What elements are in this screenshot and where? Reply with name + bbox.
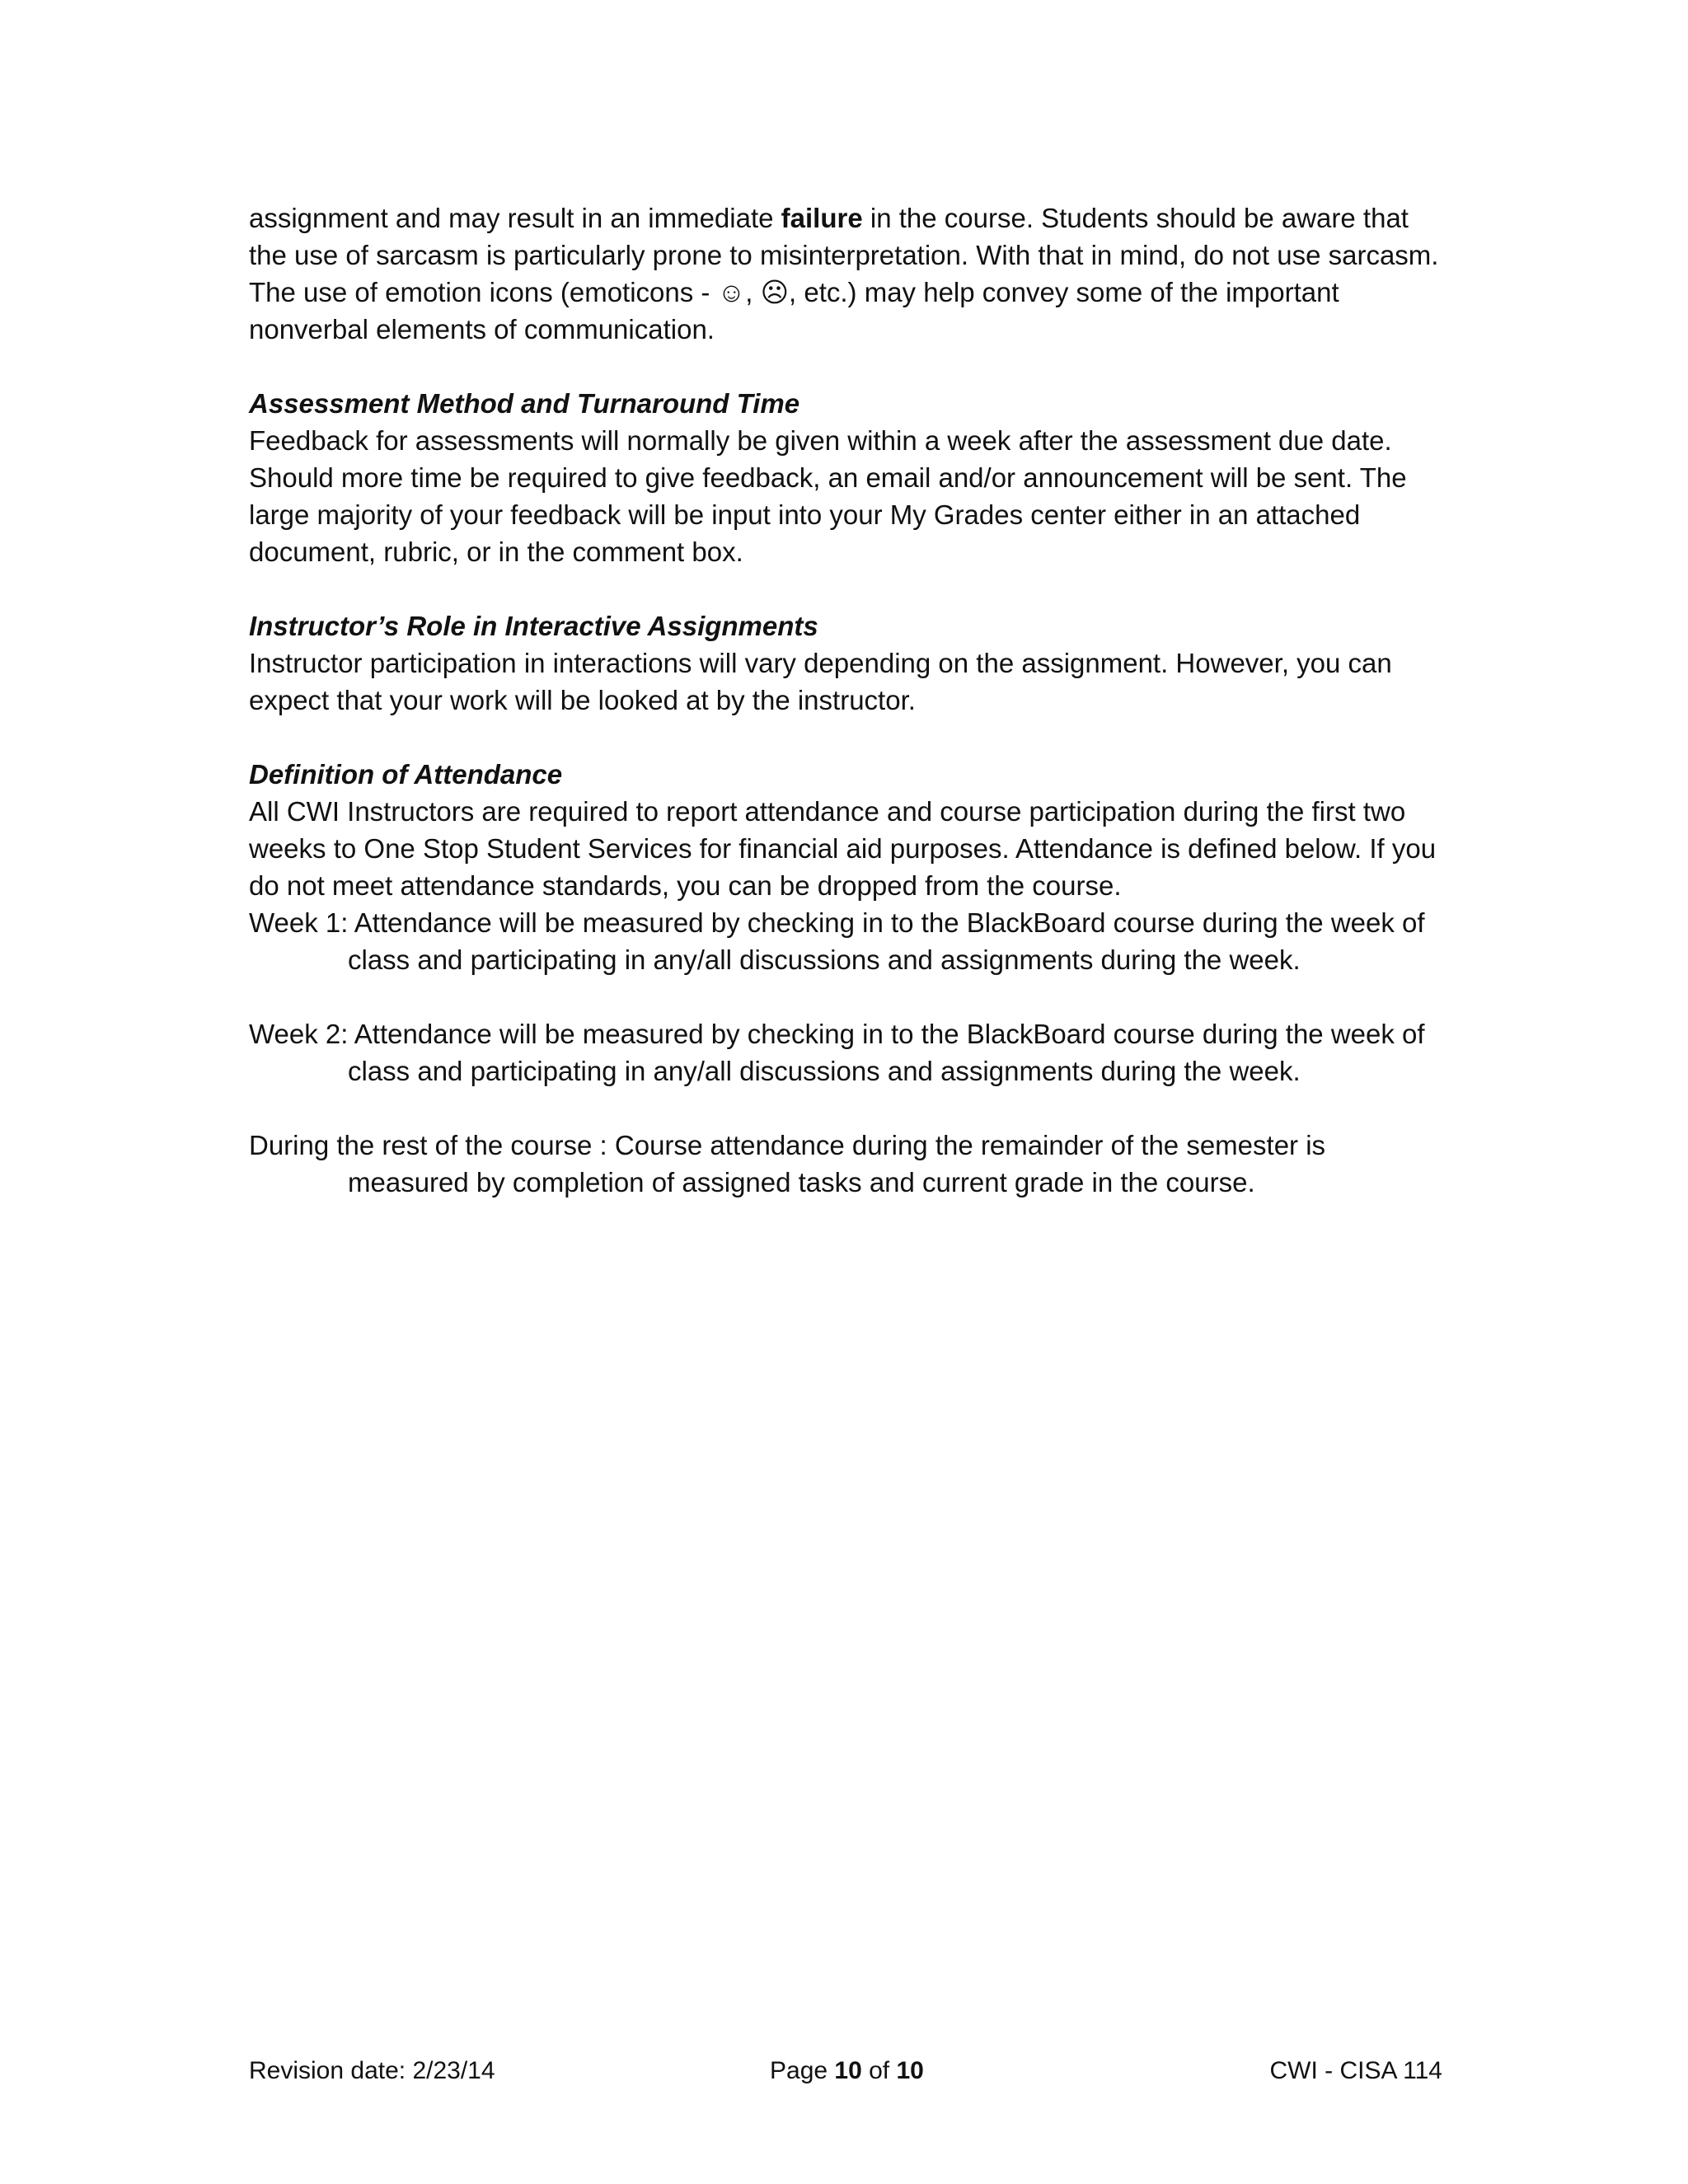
- attendance-section: [249, 756, 1452, 904]
- intro-text-part1: assignment and may result in an immediate: [249, 203, 781, 233]
- failure-emphasis: failure: [781, 203, 863, 233]
- current-page: 10: [834, 2057, 862, 2084]
- attendance-body: All CWI Instructors are required to report attendance and course participation during the first two weeks to One Stop Student Services for financial aid purposes. Attendance is defined below. If you do not meet attendance standards, you can be dropped from the course.: [249, 796, 1437, 901]
- instructor-role-body: Instructor participation in interactions will vary depending on the assignment. However, you can expect that your work will be looked at by the instructor.: [249, 648, 1392, 715]
- assessment-heading: Assessment Method and Turnaround Time: [249, 388, 800, 419]
- page-prefix: Page: [770, 2057, 835, 2084]
- week-2-attendance: Week 2: Attendance will be measured by checking in to the BlackBoard course during the week of class and participating in any/all discussions and assignments during the week.: [249, 1019, 1425, 1086]
- revision-date: Revision date: 2/23/14: [249, 2057, 495, 2084]
- intro-paragraph: [249, 199, 1452, 348]
- instructor-role-section: [249, 607, 1452, 719]
- assessment-section: [249, 385, 1452, 570]
- course-code: CWI - CISA 114: [1269, 2057, 1442, 2084]
- week-1-attendance: Week 1: Attendance will be measured by checking in to the BlackBoard course during the week of class and participating in any/all discussions and assignments during the week.: [249, 907, 1425, 975]
- attendance-heading: Definition of Attendance: [249, 759, 563, 790]
- instructor-role-heading: Instructor’s Role in Interactive Assignments: [249, 611, 818, 641]
- page-footer: [249, 2052, 1442, 2089]
- document-body: [249, 199, 1452, 1201]
- page-number: [770, 2052, 924, 2089]
- total-pages: 10: [896, 2057, 924, 2084]
- assessment-body: Feedback for assessments will normally be given within a week after the assessment due date. Should more time be required to give feedback, an email and/or announcement will be sent. The large majority of your feedback will be input into your My Grades center either in an attached document, rubric, or in the comment box.: [249, 425, 1407, 567]
- intro-text-part2: in the course. Students should be aware that the use of sarcasm is particularly prone to misinterpretation. With that in mind, do not use sarcasm. The use of emotion icons (emoticons - ☺, ☹, etc.) may help convey some of the important nonverbal elements of communication.: [249, 203, 1439, 344]
- page-separator: of: [861, 2057, 897, 2084]
- rest-of-course-attendance: During the rest of the course : Course attendance during the remainder of the semester is measured by completion of assigned tasks and current grade in the course.: [249, 1130, 1326, 1197]
